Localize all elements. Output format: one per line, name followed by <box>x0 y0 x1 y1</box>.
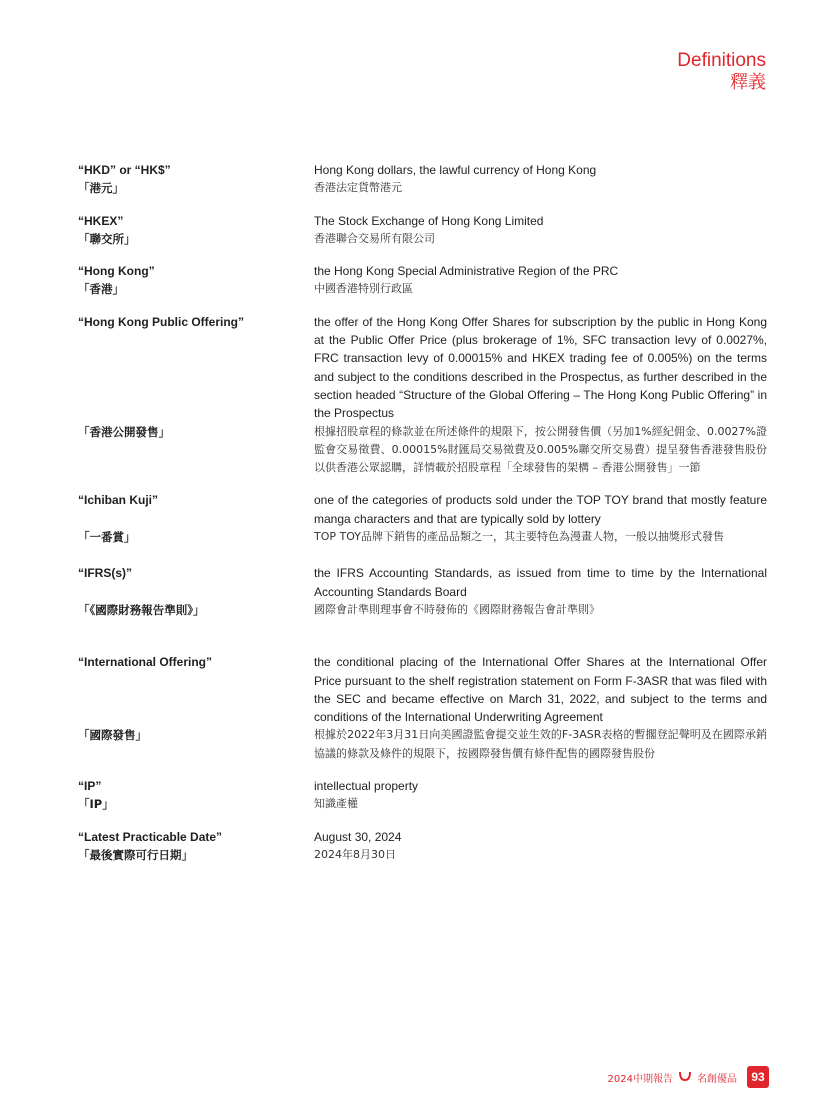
term-en: “Ichiban Kuji” <box>78 493 159 508</box>
term-zh: 「香港公開發售」 <box>78 424 170 439</box>
term-en: “HKEX” <box>78 213 124 228</box>
term-zh: 「國際發售」 <box>78 728 147 743</box>
header-title-en: Definitions <box>677 50 766 71</box>
term-zh: 「港元」 <box>78 181 124 196</box>
definition-zh: 國際會計準則理事會不時發佈的《國際財務報告會計準則》 <box>314 602 600 616</box>
definition-en: Hong Kong dollars, the lawful currency of Hong Kong <box>314 163 597 177</box>
term-zh: 「《國際財務報告準則》」 <box>78 602 205 617</box>
definition-en: the offer of the Hong Kong Offer Shares for subscription by the public in Hong Kong at the Public Offer Price (plus brokerage of 1%, SFC transaction levy of 0.0027%, FRC transaction levy of 0.00015% and HKEX trading fee of 0.005%) on the terms and subject to the conditions described in the Prospectus, as further described in the section headed “Structure of the Global Offering – The Hong Kong Public Offering” in the Prospectus <box>314 314 767 421</box>
term-en: “IFRS(s)” <box>78 566 132 581</box>
footer-brand: 名創優品 <box>697 1073 737 1085</box>
definition-entry <box>78 491 767 546</box>
definition-en: intellectual property <box>314 779 419 794</box>
term-zh: 「聯交所」 <box>78 231 136 246</box>
definition-zh: 中國香港特別行政區 <box>314 282 413 296</box>
term-en: “Hong Kong” <box>78 264 155 279</box>
term-zh: 「IP」 <box>78 797 114 812</box>
definition-zh: 知識產權 <box>314 797 358 811</box>
definition-en: the Hong Kong Special Administrative Region of the PRC <box>314 264 619 279</box>
term-zh: 「一番賞」 <box>78 530 136 545</box>
term-zh: 「最後實際可行日期」 <box>78 847 193 862</box>
definition-en: one of the categories of products sold under the TOP TOY brand that mostly feature manga characters and that are typically sold by lottery <box>314 493 767 526</box>
definition-zh: 香港法定貨幣港元 <box>314 181 402 195</box>
term-en: “Latest Practicable Date” <box>78 829 223 844</box>
page-header <box>677 50 766 94</box>
definition-zh: 根據招股章程的條款並在所述條件的規限下，按公開發售價（另加1%經紀佣金、0.0027%證監會交易徵費、0.00015%財匯局交易徵費及0.005%聯交所交易費）提呈發售香港發售股份以供香港公眾認購，詳情載於招股章程「全球發售的架構 – 香港公開發售」一節 <box>314 424 767 475</box>
definition-zh: 根據於2022年3月31日向美國證監會提交並生效的F-3ASR表格的暫擱登記聲明及在國際承銷協議的條款及條件的規限下，按國際發售價有條件配售的國際發售股份 <box>314 728 767 760</box>
definition-zh: TOP TOY品牌下銷售的產品品類之一，其主要特色為漫畫人物，一般以抽獎形式發售 <box>314 530 724 544</box>
page-number: 93 <box>747 1066 769 1088</box>
term-en: “HKD” or “HK$” <box>78 163 171 177</box>
definition-zh: 香港聯合交易所有限公司 <box>314 231 435 245</box>
definitions-list <box>78 161 767 864</box>
definition-entry <box>78 212 767 249</box>
definition-entry <box>78 161 767 198</box>
header-title-zh: 釋義 <box>730 72 766 93</box>
definition-en: August 30, 2024 <box>314 829 402 844</box>
footer-report-title: 2024中期報告 <box>607 1073 673 1085</box>
definition-entry <box>78 653 767 763</box>
term-en: “IP” <box>78 779 102 794</box>
definition-entry <box>78 262 767 299</box>
definition-en: The Stock Exchange of Hong Kong Limited <box>314 213 544 228</box>
term-zh: 「香港」 <box>78 282 124 297</box>
miniso-smile-logo-icon <box>679 1071 691 1084</box>
term-en: “Hong Kong Public Offering” <box>78 314 244 329</box>
definition-entry <box>78 313 767 478</box>
term-en: “International Offering” <box>78 655 213 670</box>
page-footer <box>608 1066 769 1088</box>
definition-en: the conditional placing of the International Offer Shares at the International Offer Price pursuant to the shelf registration statement on Form F-3ASR that was filed with the SEC and became effective on March 31, 2022, and subject to the terms and conditions of the International Underwriting Agreement <box>314 655 767 725</box>
definition-zh: 2024年8月30日 <box>314 847 396 861</box>
definition-en: the IFRS Accounting Standards, as issued from time to time by the International Accounting Standards Board <box>314 566 767 599</box>
definition-entry <box>78 828 767 865</box>
definition-entry <box>78 564 767 619</box>
definition-entry <box>78 777 767 814</box>
